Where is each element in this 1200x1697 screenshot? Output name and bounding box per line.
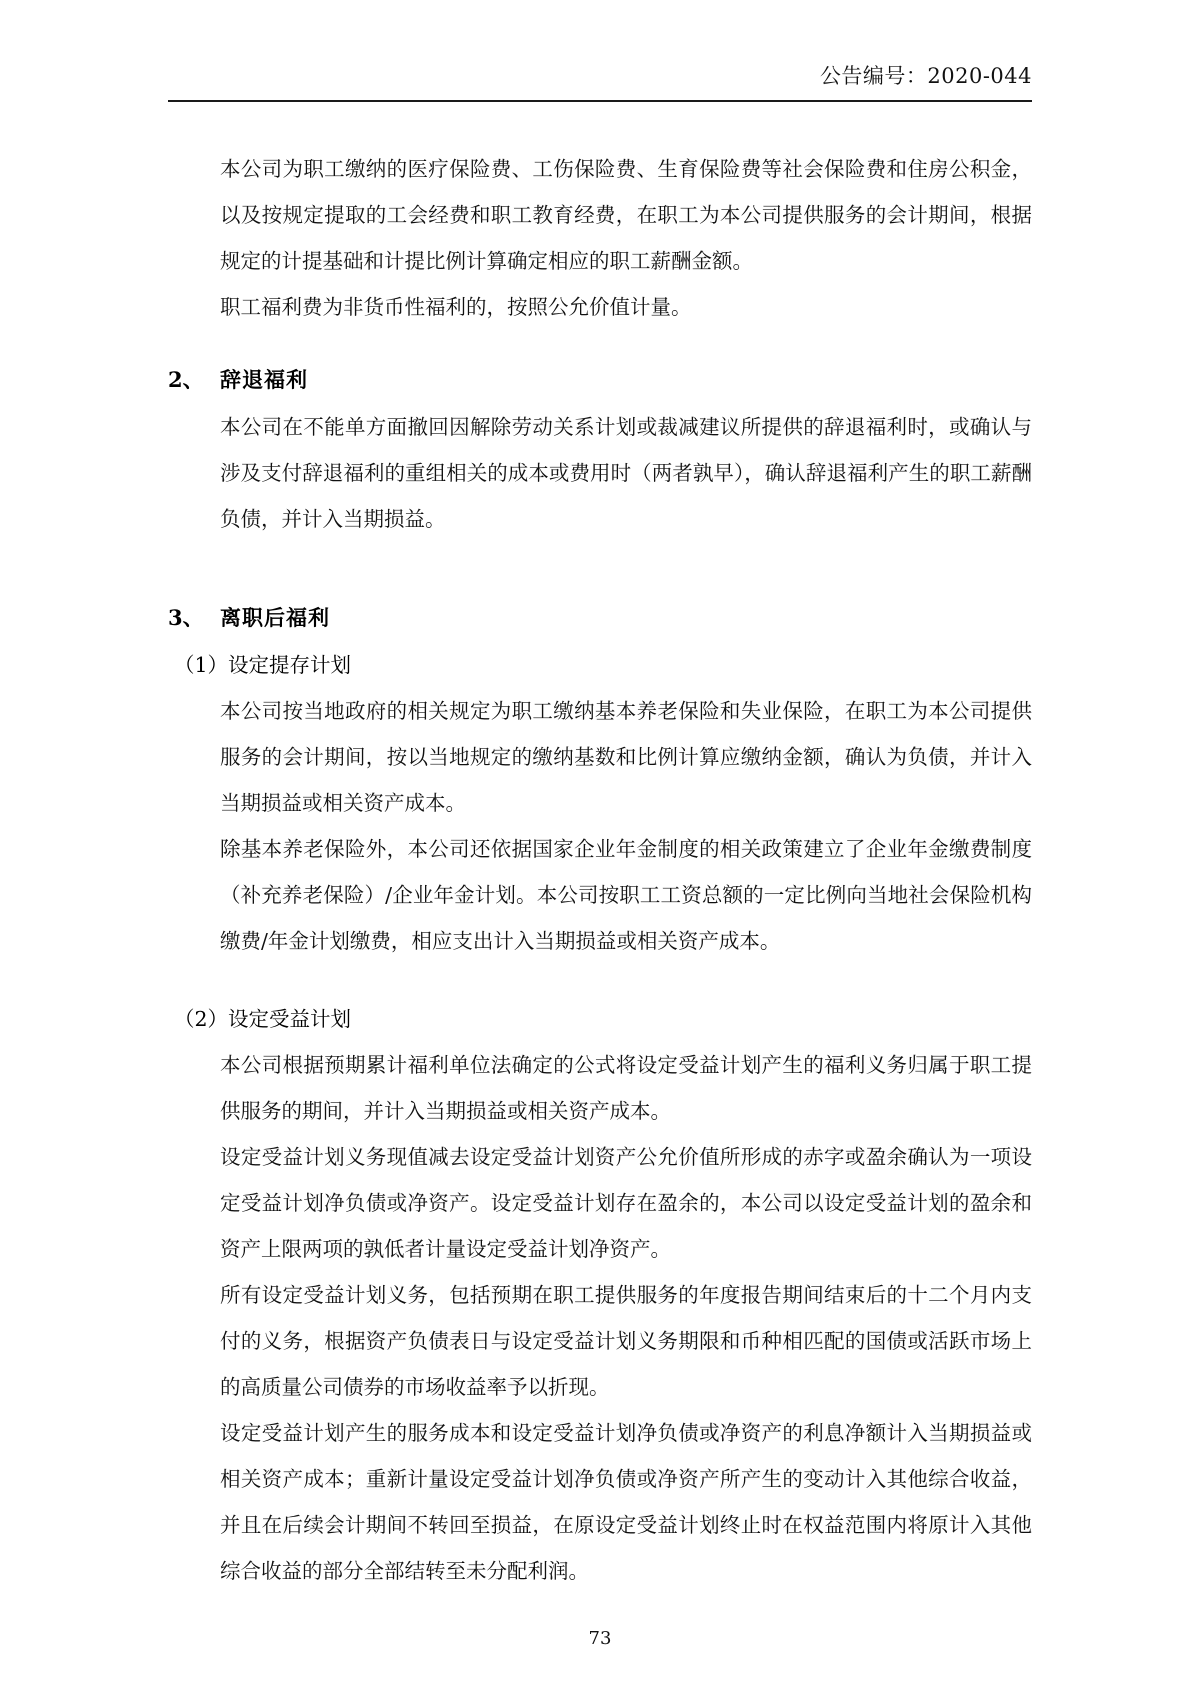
- section-heading-2: [168, 364, 1032, 394]
- subsection-3-2-paragraph-1: 本公司根据预期累计福利单位法确定的公式将设定受益计划产生的福利义务归属于职工提供服务的期间，并计入当期损益或相关资产成本。: [220, 1053, 1032, 1123]
- subsection-label-3-1: （1）设定提存计划: [174, 653, 352, 677]
- section-number-2: 2、: [168, 367, 204, 392]
- section-title-3: 离职后福利: [220, 605, 330, 630]
- section-number-3: 3、: [168, 605, 204, 630]
- notice-number: 公告编号：2020-044: [819, 64, 1032, 88]
- section-2-paragraph-1: 本公司在不能单方面撤回因解除劳动关系计划或裁减建议所提供的辞退福利时，或确认与涉及支付辞退福利的重组相关的成本或费用时（两者孰早），确认辞退福利产生的职工薪酬负债，并计入当期损益。: [220, 415, 1032, 531]
- subsection-label-3-2: （2）设定受益计划: [174, 1007, 352, 1031]
- page-content: [168, 60, 1032, 1657]
- section-title-2: 辞退福利: [220, 367, 308, 392]
- section-2-body: [220, 404, 1032, 542]
- page-header: [168, 60, 1032, 100]
- subsection-3-2-paragraph-2: 设定受益计划义务现值减去设定受益计划资产公允价值所形成的赤字或盈余确认为一项设定受益计划净负债或净资产。设定受益计划存在盈余的，本公司以设定受益计划的盈余和资产上限两项的孰低者计量设定受益计划净资产。: [220, 1145, 1032, 1261]
- subsection-3-1-body: [220, 688, 1032, 964]
- header-divider: [168, 100, 1032, 102]
- subsection-3-2-body: [220, 1042, 1032, 1594]
- spacer: [168, 964, 1032, 990]
- subsection-3-2-paragraph-3: 所有设定受益计划义务，包括预期在职工提供服务的年度报告期间结束后的十二个月内支付的义务，根据资产负债表日与设定受益计划义务期限和币种相匹配的国债或活跃市场上的高质量公司债券的市场收益率予以折现。: [220, 1283, 1032, 1399]
- intro-paragraph-2: 职工福利费为非货币性福利的，按照公允价值计量。: [220, 295, 692, 319]
- section-heading-3: [168, 602, 1032, 632]
- intro-paragraph-1: 本公司为职工缴纳的医疗保险费、工伤保险费、生育保险费等社会保险费和住房公积金，以及按规定提取的工会经费和职工教育经费，在职工为本公司提供服务的会计期间，根据规定的计提基础和计提比例计算确定相应的职工薪酬金额。: [220, 157, 1032, 273]
- subsection-3-2-paragraph-4: 设定受益计划产生的服务成本和设定受益计划净负债或净资产的利息净额计入当期损益或相关资产成本；重新计量设定受益计划净负债或净资产所产生的变动计入其他综合收益，并且在后续会计期间不转回至损益，在原设定受益计划终止时在权益范围内将原计入其他综合收益的部分全部结转至未分配利润。: [220, 1421, 1032, 1583]
- subsection-3-1-paragraph-2: 除基本养老保险外，本公司还依据国家企业年金制度的相关政策建立了企业年金缴费制度（补充养老保险）/企业年金计划。本公司按职工工资总额的一定比例向当地社会保险机构缴费/年金计划缴费，相应支出计入当期损益或相关资产成本。: [220, 837, 1032, 953]
- intro-block: [220, 146, 1032, 330]
- subsection-3-1-paragraph-1: 本公司按当地政府的相关规定为职工缴纳基本养老保险和失业保险，在职工为本公司提供服务的会计期间，按以当地规定的缴纳基数和比例计算应缴纳金额，确认为负债，并计入当期损益或相关资产成本。: [220, 699, 1032, 815]
- page-number: 73: [588, 1628, 612, 1649]
- spacer: [168, 542, 1032, 568]
